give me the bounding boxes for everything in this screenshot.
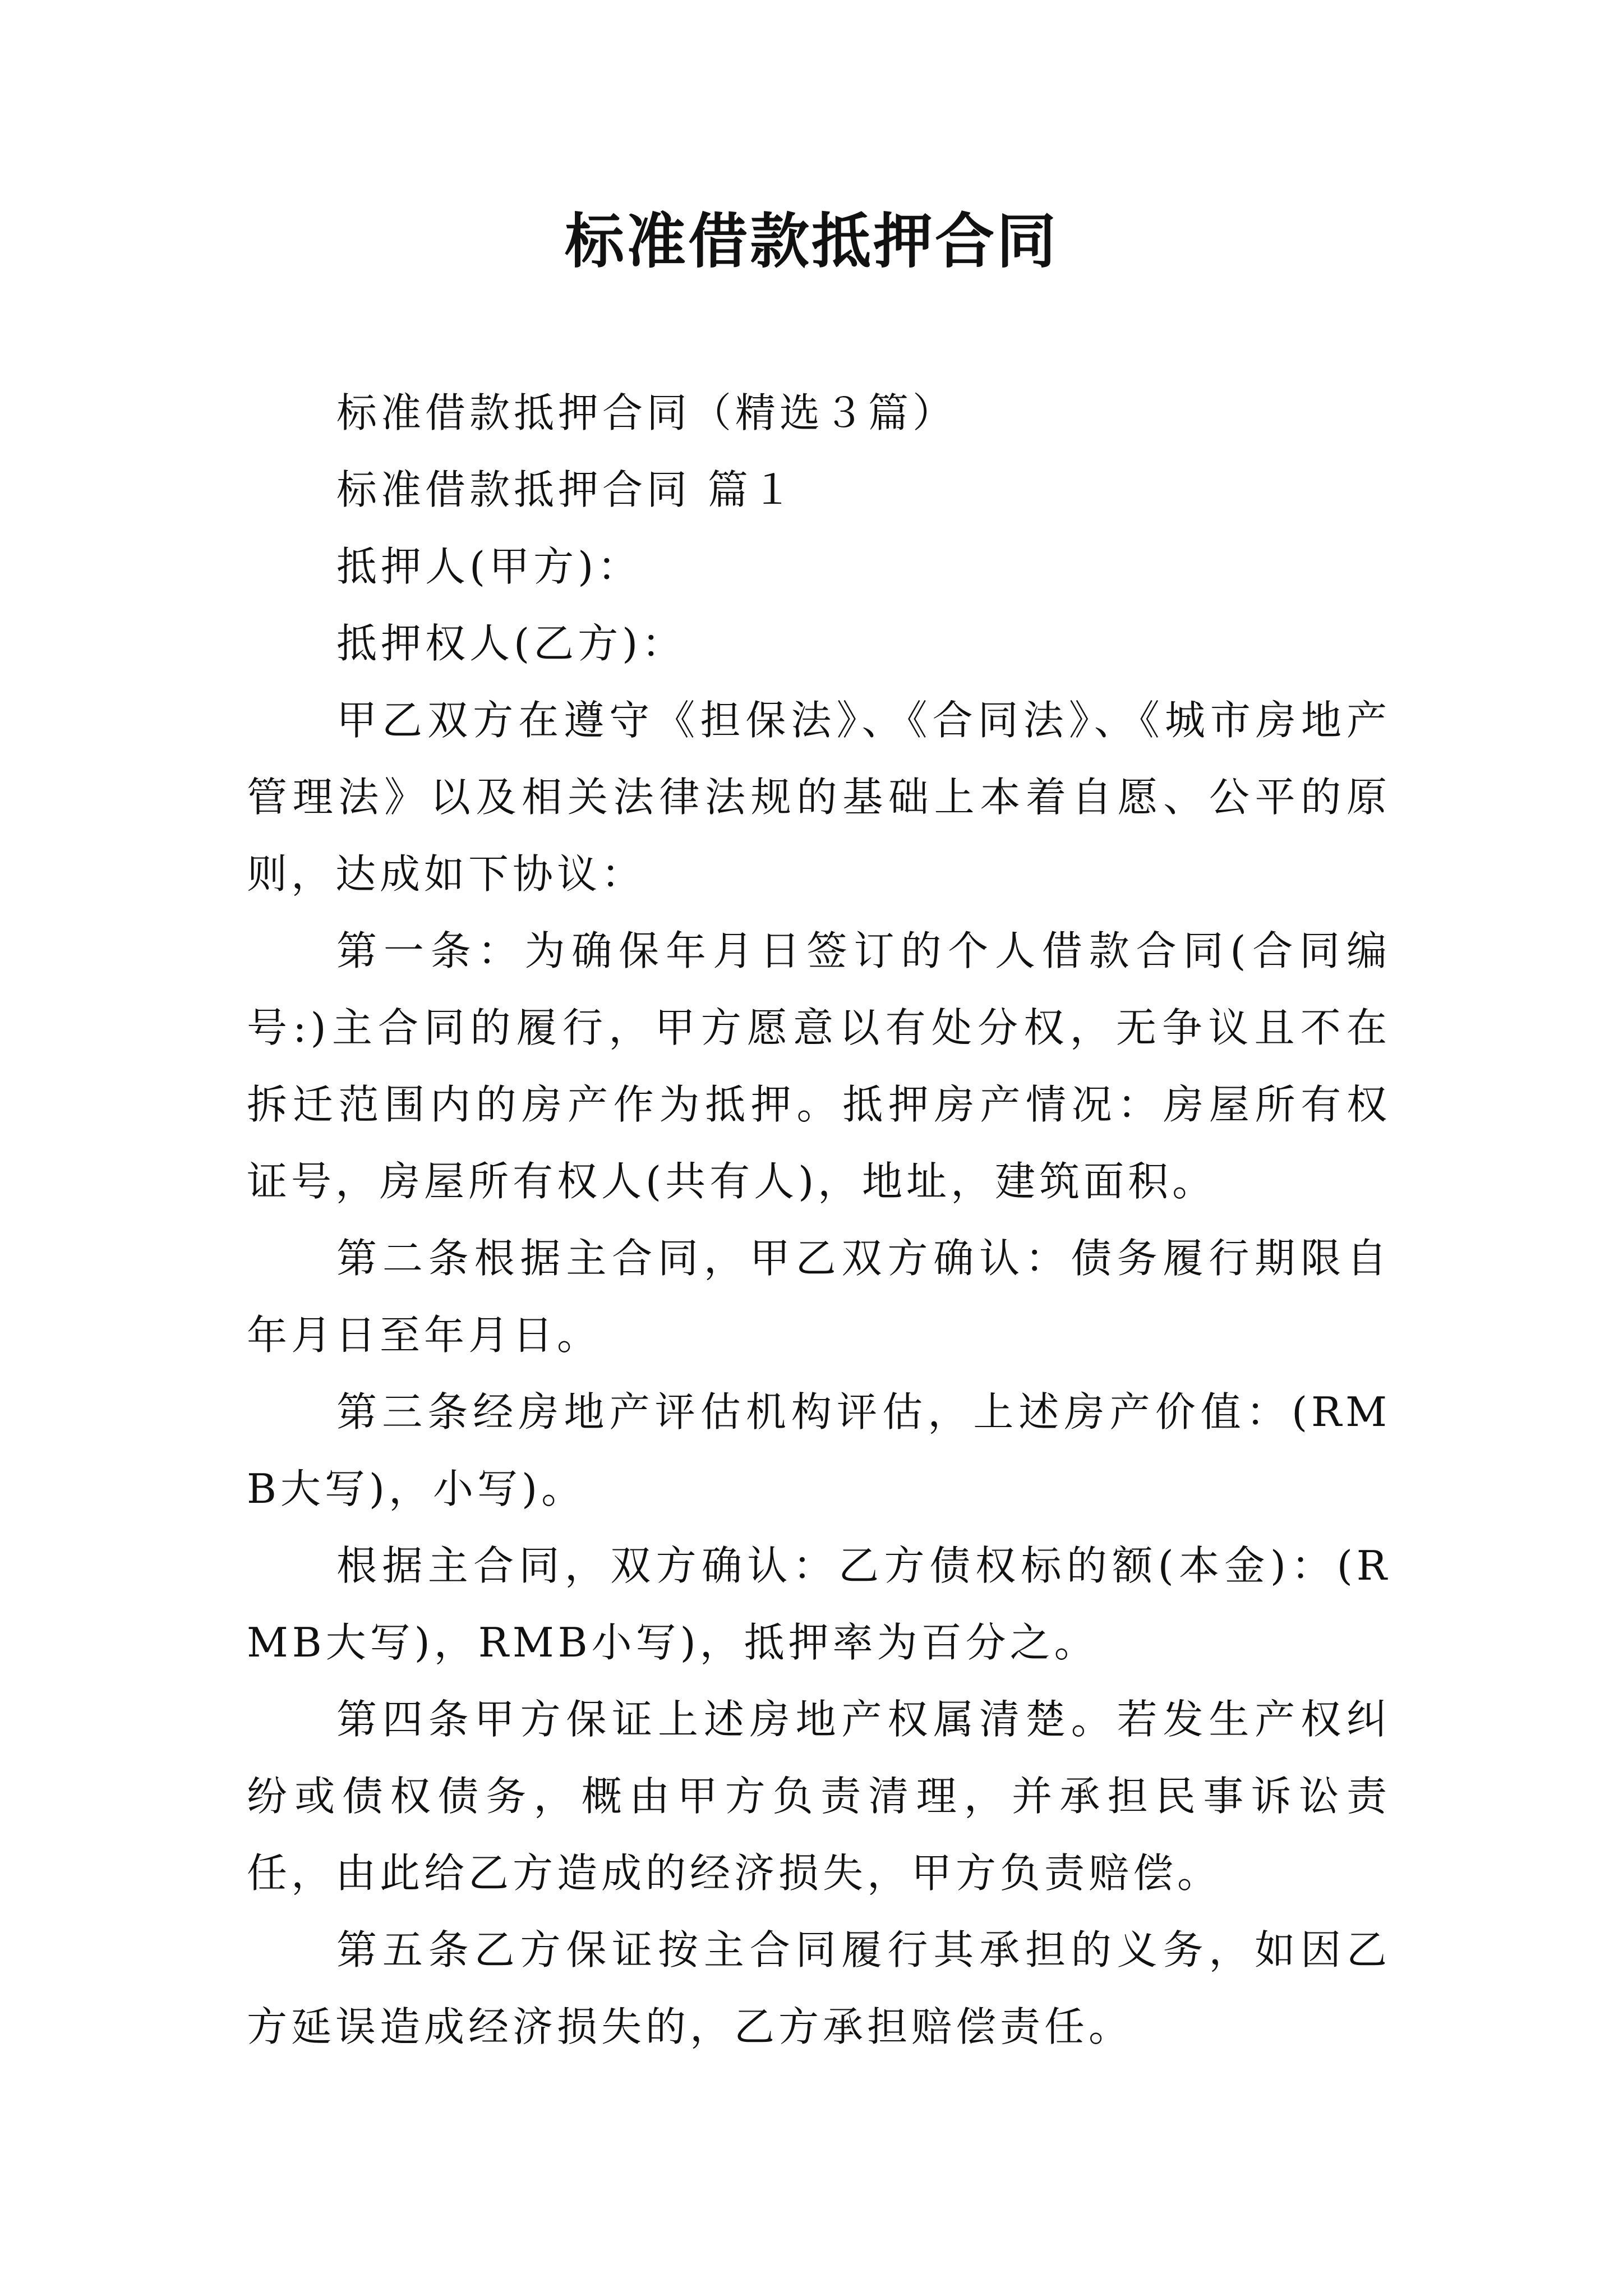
paragraph-article-4: 第四条甲方保证上述房地产权属清楚。若发生产权纠纷或债权债务，概由甲方负责清理，并承担民事诉讼责任，由此给乙方造成的经济损失，甲方负责赔偿。 <box>247 1696 1391 1897</box>
paragraph-subtitle: 标准借款抵押合同（精选３篇） <box>336 389 957 436</box>
paragraph-preamble: 甲乙双方在遵守《担保法》、《合同法》、《城市房地产管理法》以及相关法律法规的基础上本着自愿、公平的原则，达成如下协议： <box>247 697 1391 898</box>
paragraph-article-3-cont: 根据主合同，双方确认：乙方债权标的额(本金)：(RMB大写)，RMB小写)，抵押率为百分之。 <box>247 1542 1391 1666</box>
document-body <box>247 375 1391 2065</box>
paragraph-article-1: 第一条：为确保年月日签订的个人借款合同(合同编号:)主合同的履行，甲方愿意以有处分权，无争议且不在拆迁范围内的房产作为抵押。抵押房产情况：房屋所有权证号，房屋所有权人(共有人)，地址，建筑面积。 <box>247 927 1391 1205</box>
paragraph-article-5: 第五条乙方保证按主合同履行其承担的义务，如因乙方延误造成经济损失的，乙方承担赔偿责任。 <box>247 1926 1391 2050</box>
paragraph-article-3: 第三条经房地产评估机构评估，上述房产价值：(RMB大写)，小写)。 <box>247 1388 1391 1512</box>
paragraph-section-heading: 标准借款抵押合同 篇１ <box>336 466 796 513</box>
document-title: 标准借款抵押合同 <box>565 206 1058 276</box>
paragraph-mortgagor: 抵押人(甲方)： <box>336 543 642 590</box>
paragraph-article-2: 第二条根据主合同，甲乙双方确认：债务履行期限自年月日至年月日。 <box>247 1235 1391 1359</box>
paragraph-mortgagee: 抵押权人(乙方)： <box>336 620 686 667</box>
